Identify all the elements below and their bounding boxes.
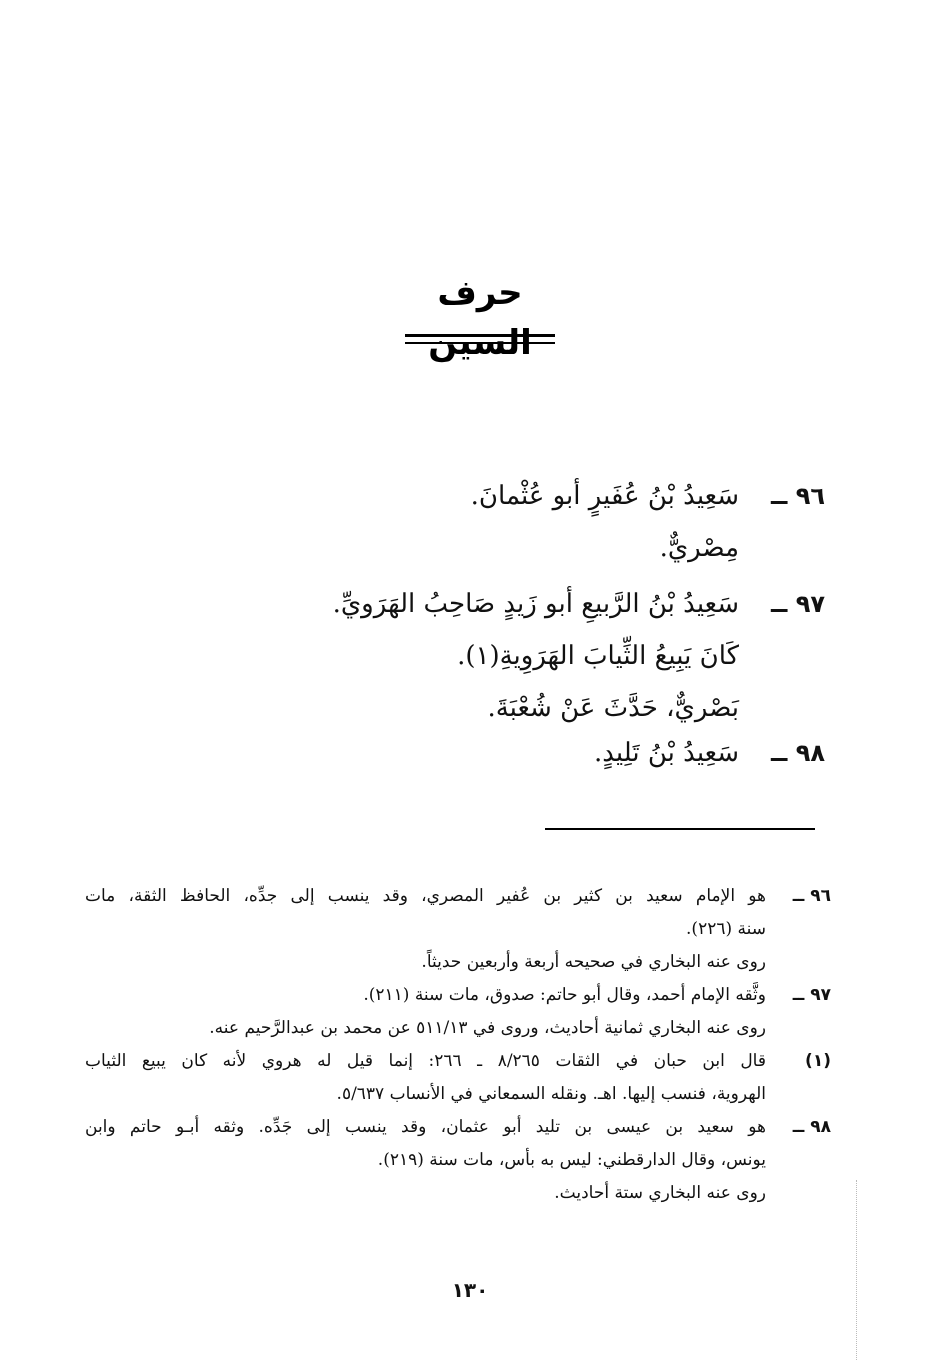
footnote-line: الهروية، فنسب إليها. اهـ. ونقله السمعاني في الأنساب ٥/٦٣٧.	[336, 1084, 766, 1104]
section-heading: حرف السين	[428, 273, 532, 363]
entry-detail: بَصْريٌّ، حَدَّثَ عَنْ شُعْبَةَ.	[487, 693, 739, 723]
footnote-number: ٩٨ ــ	[792, 1117, 831, 1137]
footnote-line: هو الإمام سعيد بن كثير بن عُفير المصري، وقد ينسب إلى جدِّه، الحافظ الثقة، مات	[85, 886, 766, 906]
footnote-97	[85, 979, 831, 1045]
footnote-96	[85, 880, 831, 979]
entry-detail: مِصْريٌّ.	[659, 533, 739, 563]
footnote-line: يونس، وقال الدارقطني: ليس به بأس، مات سنة (٢١٩).	[377, 1150, 766, 1170]
entry-number: ٩٦ ــ	[770, 482, 825, 510]
footnote-number: (١)	[805, 1051, 831, 1071]
footnote-separator	[545, 828, 815, 830]
entry-98	[140, 727, 825, 779]
entry-name: سَعِيدُ بْنُ عُفَيرٍ أبو عُثْمانَ.	[470, 481, 739, 511]
footnote-line: روى عنه البخاري في صحيحه أربعة وأربعين حديثاً.	[421, 952, 766, 972]
entry-name: سَعِيدُ بْنُ الرَّبيعِ أبو زَيدٍ صَاحِبُ الهَرَويِّ.	[332, 589, 739, 619]
page-number: ١٣٠	[451, 1278, 489, 1302]
entry-detail: كَانَ يَبِيعُ الثِّيابَ الهَرَوِيةِ(١).	[457, 641, 739, 671]
heading-underline	[405, 334, 555, 337]
entry-96	[140, 470, 825, 574]
footnote-line: روى عنه البخاري ستة أحاديث.	[554, 1183, 766, 1203]
footnote-line: هو سعيد بن عيسى بن تليد أبو عثمان، وقد ينسب إلى جَدِّه. وثقه أبـو حاتم وابن	[85, 1117, 766, 1137]
footnote-line: وثَّقه الإمام أحمد، وقال أبو حاتم: صدوق، مات سنة (٢١١).	[363, 985, 766, 1005]
footnote-line: قال ابن حبان في الثقات ٨/٢٦٥ ـ ٢٦٦: إنما قيل له هروي لأنه كان يبيع الثياب	[85, 1051, 766, 1071]
entry-number: ٩٧ ــ	[770, 590, 825, 618]
footnote-98	[85, 1111, 831, 1210]
footnote-number: ٩٧ ــ	[792, 985, 831, 1005]
footnote-line: روى عنه البخاري ثمانية أحاديث، وروى في ٥١١/١٣ عن محمد بن عبدالرَّحيم عنه.	[209, 1018, 766, 1038]
heading-underline-second	[405, 342, 555, 344]
entry-number: ٩٨ ــ	[770, 739, 825, 767]
entry-97	[140, 578, 825, 734]
footnotes	[85, 880, 831, 1210]
footnote-1	[85, 1045, 831, 1111]
footnote-line: سنة (٢٢٦).	[686, 919, 766, 939]
entry-name: سَعِيدُ بْنُ تَلِيدٍ.	[594, 738, 739, 768]
footnote-number: ٩٦ ــ	[792, 886, 831, 906]
margin-dots	[850, 1180, 857, 1360]
